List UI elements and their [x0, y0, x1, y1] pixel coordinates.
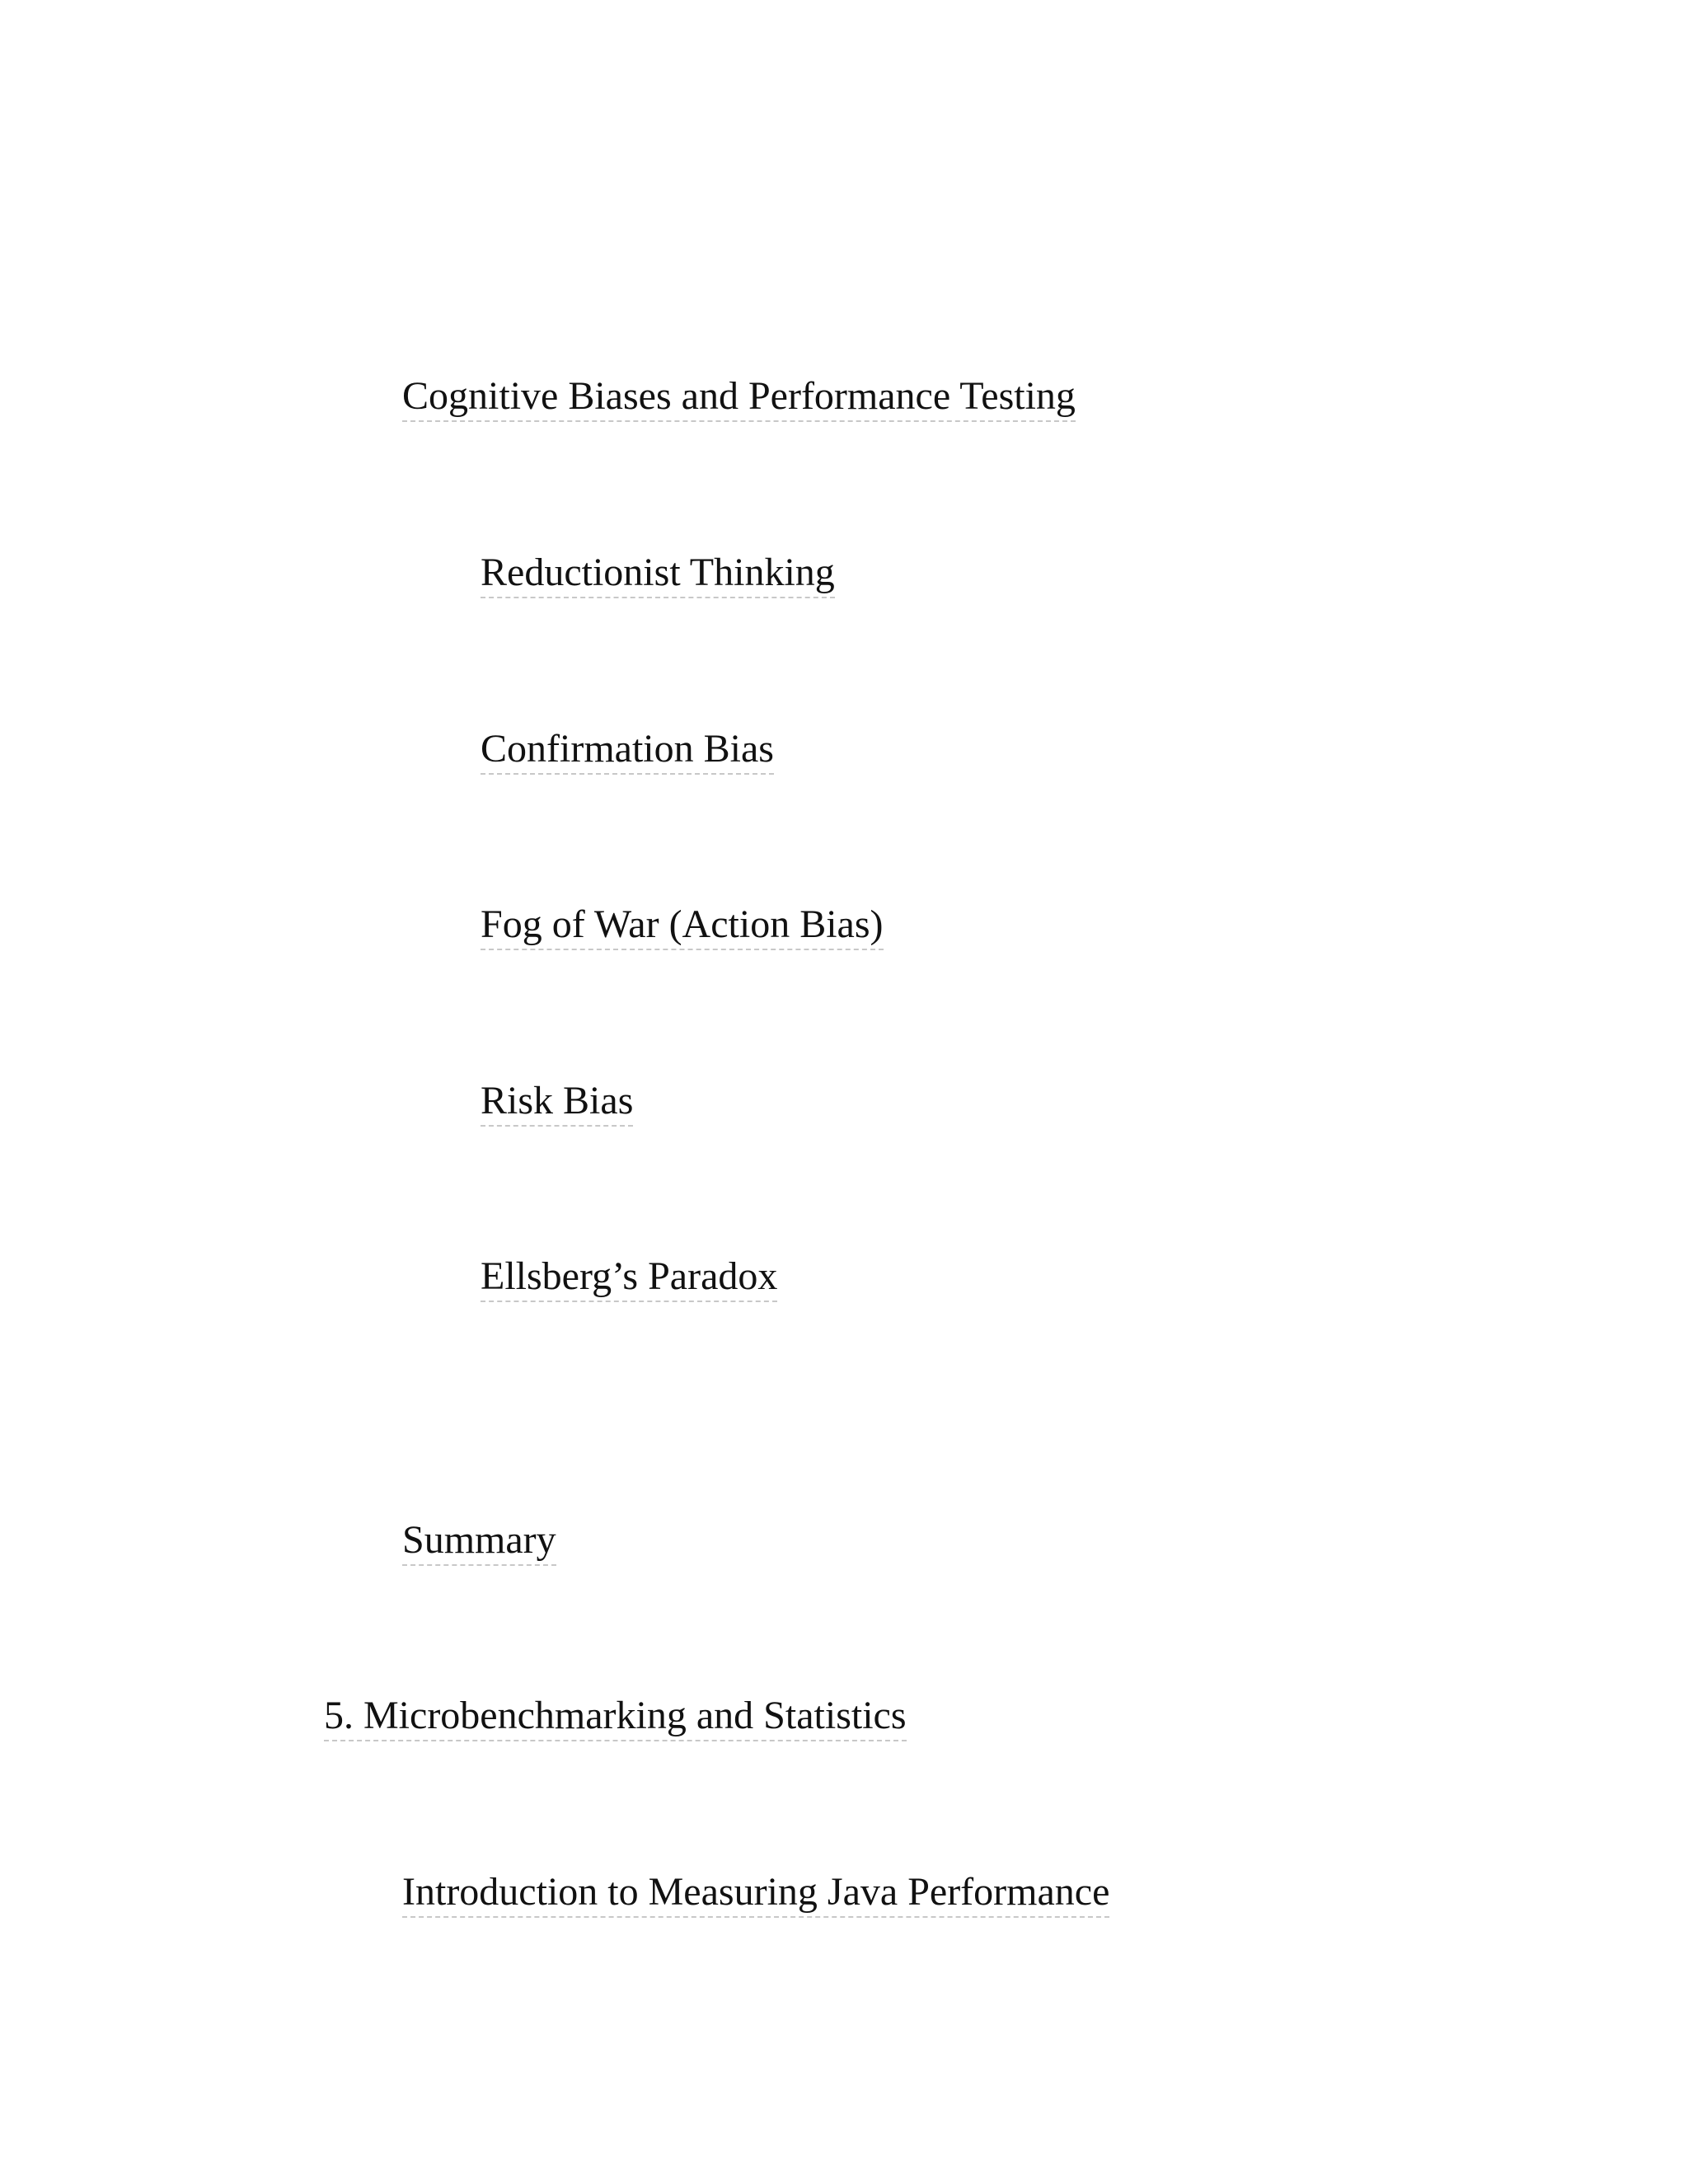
toc-link-microbenchmarking[interactable]: 5. Microbenchmarking and Statistics: [324, 1692, 907, 1741]
toc-link-ellsbergs-paradox[interactable]: Ellsberg’s Paradox: [481, 1253, 777, 1302]
toc-link-fog-of-war[interactable]: Fog of War (Action Bias): [481, 901, 884, 950]
toc-link-cognitive-biases[interactable]: Cognitive Biases and Performance Testing: [402, 373, 1076, 422]
toc-link-confirmation-bias[interactable]: Confirmation Bias: [481, 725, 774, 775]
toc-link-measuring-java-performance[interactable]: Introduction to Measuring Java Performance: [402, 1868, 1109, 1918]
toc-link-reductionist-thinking[interactable]: Reductionist Thinking: [481, 549, 835, 598]
toc-link-risk-bias[interactable]: Risk Bias: [481, 1077, 633, 1127]
toc-link-summary[interactable]: Summary: [402, 1516, 556, 1566]
